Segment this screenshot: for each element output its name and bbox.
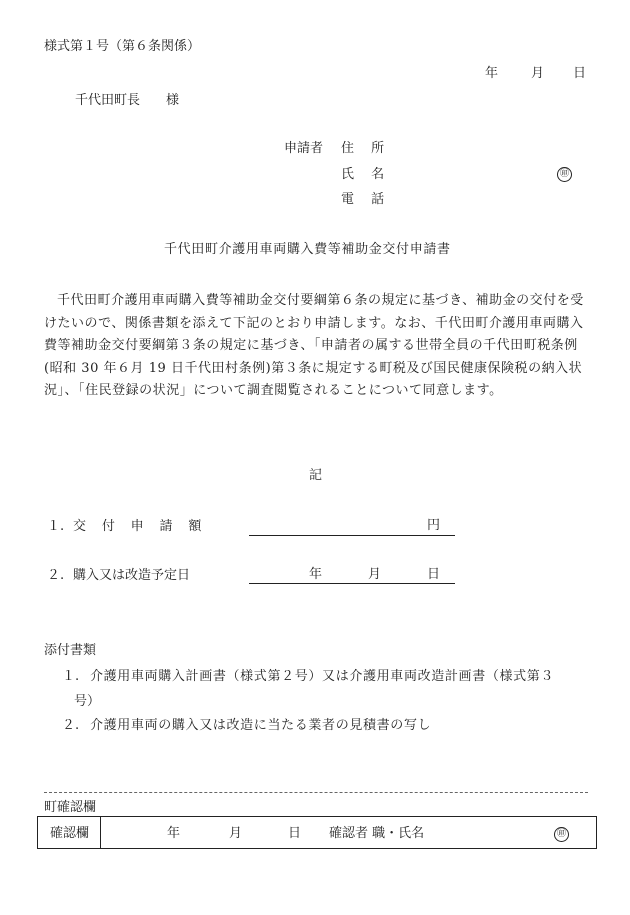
date-month-label: 月 — [531, 66, 545, 81]
form-number: 様式第１号（第６条関係） — [44, 39, 201, 54]
confirmation-month: 月 — [229, 826, 243, 841]
confirmation-year: 年 — [167, 826, 181, 841]
confirmation-box-divider — [100, 817, 101, 848]
ki-label: 記 — [309, 468, 323, 483]
item2-year: 年 — [309, 567, 323, 582]
phone-label: 電 話 — [341, 192, 391, 207]
addressee: 千代田町長 様 — [75, 93, 180, 108]
attachment-2-text: 介護用車両の購入又は改造に当たる業者の見積書の写し — [90, 718, 432, 733]
confirmer-seal-icon — [554, 825, 569, 842]
body-paragraph: 千代田町介護用車両購入費等補助金交付要綱第６条の規定に基づき、補助金の交付を受けたいので、関係書類を添えて下記のとおり申請します。なお、千代田町介護用車両購入費等補助金交付要綱第３条の規定に基づき、「申請者の属する世帯全員の千代田町税条例(昭和 30 年６月 19 日千代田村条例)第３条に規定する町税及び国民健康保険税の納入状況」、「住民登録の状況」について調査閲覧されることについて同意します。 — [44, 293, 584, 398]
confirmation-box — [37, 816, 597, 849]
item1-label: 交 付 申 請 額 — [73, 519, 208, 534]
date-day-label: 日 — [573, 66, 587, 81]
address-label: 住 所 — [341, 141, 391, 156]
attachment-1-text: 介護用車両購入計画書（様式第２号）又は介護用車両改造計画書（様式第３ — [90, 669, 555, 684]
confirmation-section-label: 町確認欄 — [44, 800, 97, 815]
item2-month: 月 — [368, 567, 382, 582]
attachment-1-number: １. — [62, 669, 80, 684]
attachment-2-number: ２. — [62, 718, 80, 733]
date-year-label: 年 — [485, 66, 499, 81]
item2-day: 日 — [427, 567, 441, 582]
applicant-label: 申請者 — [284, 141, 324, 156]
confirmation-day: 日 — [288, 826, 302, 841]
item2-number: ２. — [47, 568, 65, 583]
applicant-seal-icon — [557, 165, 572, 182]
document-title: 千代田町介護用車両購入費等補助金交付申請書 — [164, 242, 451, 257]
item2-underline — [249, 583, 455, 584]
confirmation-box-label: 確認欄 — [50, 826, 90, 841]
item1-unit: 円 — [427, 518, 441, 533]
cut-line-divider — [44, 792, 588, 793]
item1-underline — [249, 535, 455, 536]
applicant-seal-mark: ㊞ — [557, 167, 572, 182]
confirmer-seal-mark: ㊞ — [554, 827, 569, 842]
item1-number: １. — [47, 519, 65, 534]
item2-label: 購入又は改造予定日 — [73, 568, 191, 583]
attachment-1-text-continued: 号） — [74, 694, 101, 709]
confirmer-label: 確認者 職・氏名 — [329, 826, 425, 841]
attachments-heading: 添付書類 — [44, 643, 97, 658]
name-label: 氏 名 — [341, 167, 391, 182]
